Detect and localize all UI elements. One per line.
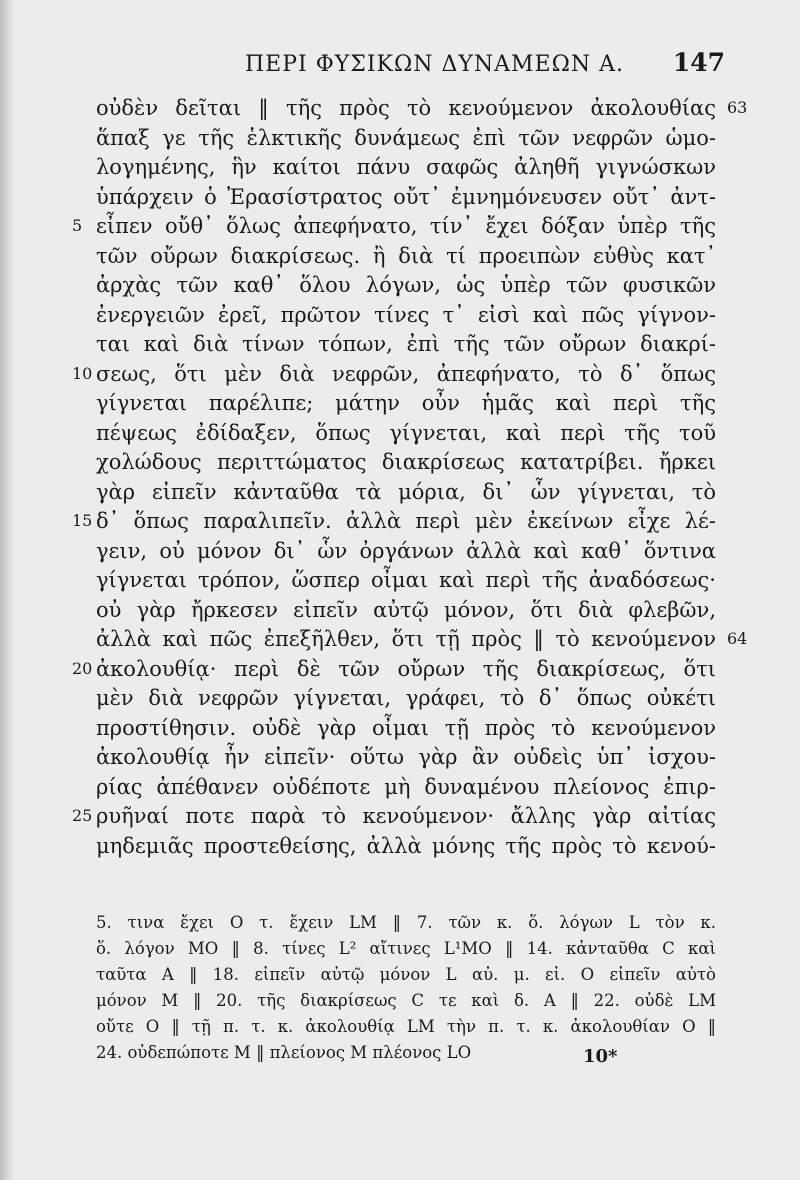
apparatus-line — [0, 962, 800, 988]
line-text: ἐνεργειῶν ἐρεῖ, πρῶτον τίνες τ᾽ εἰσὶ καὶ πῶς γίγνον- — [96, 302, 716, 327]
line-text: δ᾽ ὅπως παραλιπεῖν. ἀλλὰ περὶ μὲν ἐκείνων εἶχε λέ- — [96, 509, 716, 533]
text-line — [0, 153, 800, 183]
text-line — [0, 684, 800, 714]
text-line — [0, 507, 800, 537]
apparatus-line — [0, 1040, 800, 1066]
text-line — [0, 596, 800, 626]
text-line — [0, 124, 800, 154]
text-line — [0, 655, 800, 685]
text-line — [0, 271, 800, 301]
line-text: γειν, οὐ μόνον δι᾽ ὧν ὀργάνων ἀλλὰ καὶ καθ᾽ ὅντινα — [96, 538, 716, 563]
line-text: ἀκολουθίᾳ· περὶ δὲ τῶν οὔρων τῆς διακρίσεως, ὅτι — [96, 656, 716, 681]
line-text: ται καὶ διὰ τίνων τόπων, ἐπὶ τῆς τῶν οὔρων διακρί- — [96, 332, 716, 356]
text-line — [0, 537, 800, 567]
margin-reference: 63 — [727, 98, 748, 117]
line-text: ἅπαξ γε τῆς ἑλκτικῆς δυνάμεως ἐπὶ τῶν νεφρῶν ὡμο- — [96, 125, 716, 150]
text-line — [0, 389, 800, 419]
line-number: 15 — [72, 511, 93, 530]
line-number: 25 — [72, 806, 93, 825]
running-title: ΠΕΡΙ ΦΥΣΙΚΩΝ ΔΥΝΑΜΕΩΝ Α. — [245, 52, 624, 77]
apparatus-text: ὅ. λόγον MO ‖ 8. τίνες L² αἴτινες L¹MO ‖ 14. κἀνταῦθα C καὶ — [96, 939, 716, 958]
line-number: 10 — [72, 363, 93, 383]
signature-mark: 10* — [583, 1046, 618, 1067]
line-text: γίγνεται παρέλιπε; μάτην οὖν ἡμᾶς καὶ περὶ τῆς — [96, 391, 716, 415]
line-number: 5 — [72, 216, 83, 235]
line-text: τῶν οὔρων διακρίσεως. ἢ διὰ τί προειπὼν εὐθὺς κατ᾽ — [96, 243, 716, 268]
critical-apparatus — [0, 910, 800, 1066]
page-number: 147 — [672, 48, 725, 77]
apparatus-text: 24. οὐδεπώποτε M ‖ πλείονος M πλέονος LO — [96, 1043, 472, 1062]
apparatus-text: οὔτε O ‖ τῇ π. τ. κ. ἀκολουθίᾳ LM τὴν π. τ. κ. ἀκολουθίαν O ‖ — [96, 1017, 716, 1036]
line-text: προστίθησιν. οὐδὲ γὰρ οἶμαι τῇ πρὸς τὸ κενούμενον — [96, 715, 716, 740]
text-line — [0, 478, 800, 508]
apparatus-line — [0, 1014, 800, 1040]
text-line — [0, 743, 800, 773]
text-line — [0, 360, 800, 390]
line-text: γίγνεται τρόπον, ὥσπερ οἶμαι καὶ περὶ τῆς ἀναδόσεως· — [96, 568, 716, 592]
text-line — [0, 566, 800, 596]
line-text: ἀκολουθίᾳ ἦν εἰπεῖν· οὕτω γὰρ ἂν οὐδεὶς ὑπ᾽ ἰσχου- — [96, 745, 716, 769]
line-text: εἶπεν οὔθ᾽ ὅλως ἀπεφήνατο, τίν᾽ ἔχει δόξαν ὑπὲρ τῆς — [96, 214, 716, 238]
apparatus-text: μόνον M ‖ 20. τῆς διακρίσεως C τε καὶ δ. A ‖ 22. οὐδὲ LM — [96, 991, 716, 1010]
text-line — [0, 714, 800, 744]
line-number: 20 — [72, 658, 93, 678]
apparatus-text: 5. τινα ἔχει O τ. ἔχειν LM ‖ 7. τῶν κ. ὅ. λόγων L τὸν κ. — [96, 913, 716, 932]
text-line — [0, 94, 800, 124]
text-line — [0, 330, 800, 360]
line-text: λογημένης, ἣν καίτοι πάνυ σαφῶς ἀληθῆ γιγνώσκων — [96, 155, 716, 179]
line-text: χολώδους περιττώματος διακρίσεως κατατρίβει. ἤρκει — [96, 450, 716, 474]
text-line — [0, 802, 800, 832]
line-text: ἀλλὰ καὶ πῶς ἐπεξῆλθεν, ὅτι τῇ πρὸς ‖ τὸ κενούμενον — [96, 627, 716, 651]
line-text: ρίας ἀπέθανεν οὐδέποτε μὴ δυναμένου πλείονος ἐπιρ- — [96, 774, 716, 799]
text-line — [0, 183, 800, 213]
line-text: μηδεμιᾶς προστεθείσης, ἀλλὰ μόνης τῆς πρὸς τὸ κενού- — [96, 833, 716, 858]
apparatus-line — [0, 910, 800, 936]
apparatus-text: ταῦτα A ‖ 18. εἰπεῖν αὐτῷ μόνον L αὐ. μ. εἰ. O εἰπεῖν αὐτὸ — [96, 965, 716, 984]
line-text: μὲν διὰ νεφρῶν γίγνεται, γράφει, τὸ δ᾽ ὅπως οὐκέτι — [96, 686, 716, 710]
line-text: γὰρ εἰπεῖν κἀνταῦθα τὰ μόρια, δι᾽ ὧν γίγνεται, τὸ — [96, 479, 716, 504]
margin-reference: 64 — [727, 629, 748, 648]
text-line — [0, 773, 800, 803]
text-line — [0, 448, 800, 478]
line-text: οὐδὲν δεῖται ‖ τῆς πρὸς τὸ κενούμενον ἀκολουθίας — [96, 96, 716, 120]
text-line — [0, 212, 800, 242]
text-line — [0, 625, 800, 655]
line-text: ἀρχὰς τῶν καθ᾽ ὅλου λόγων, ὡς ὑπὲρ τῶν φυσικῶν — [96, 273, 716, 297]
text-line — [0, 832, 800, 862]
line-text: ρυῆναί ποτε παρὰ τὸ κενούμενον· ἄλλης γὰρ αἰτίας — [96, 804, 716, 828]
text-line — [0, 301, 800, 331]
line-text: ὑπάρχειν ὁ Ἐρασίστρατος οὔτ᾽ ἐμνημόνευσεν οὔτ᾽ ἀντ- — [96, 184, 716, 209]
line-text: οὐ γὰρ ἤρκεσεν εἰπεῖν αὐτῷ μόνον, ὅτι διὰ φλεβῶν, — [96, 597, 716, 622]
text-line — [0, 242, 800, 272]
page-header — [75, 44, 725, 84]
main-text — [0, 94, 800, 861]
line-text: πέψεως ἐδίδαξεν, ὅπως γίγνεται, καὶ περὶ τῆς τοῦ — [96, 420, 716, 445]
apparatus-line — [0, 936, 800, 962]
line-text: σεως, ὅτι μὲν διὰ νεφρῶν, ἀπεφήνατο, τὸ δ᾽ ὅπως — [96, 361, 716, 386]
text-line — [0, 419, 800, 449]
apparatus-line — [0, 988, 800, 1014]
